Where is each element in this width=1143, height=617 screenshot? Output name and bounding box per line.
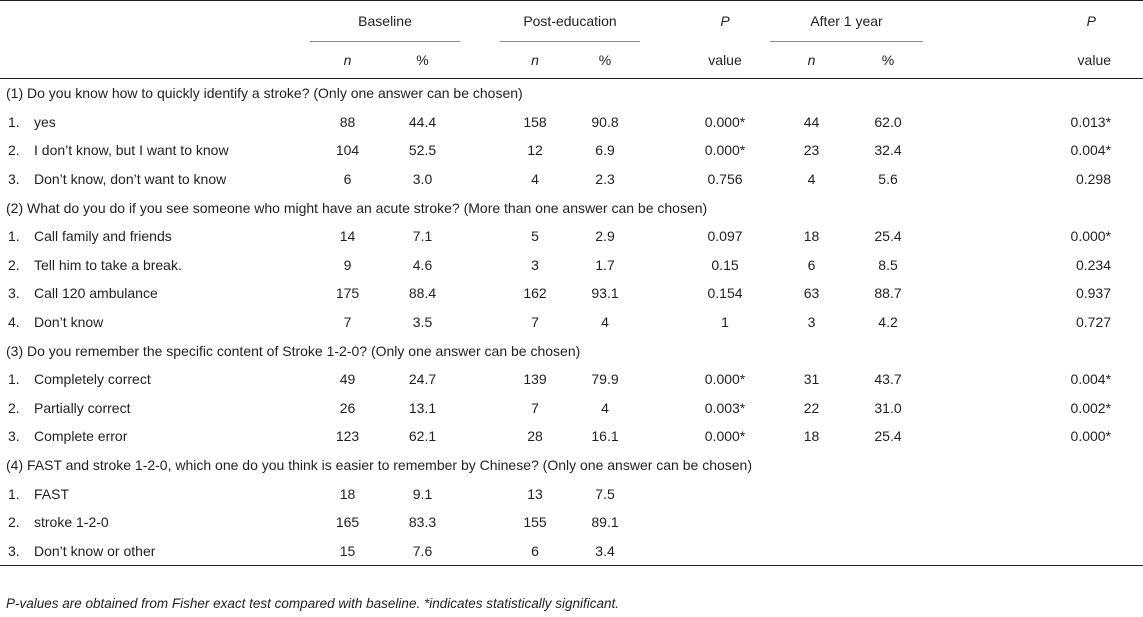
spacer <box>923 422 963 451</box>
after-n-cell: 3 <box>807 314 816 331</box>
post-pct-cell: 3.4 <box>595 542 615 559</box>
spacer <box>640 365 680 394</box>
p-value-2-cell: 0.004* <box>1070 142 1112 159</box>
p-value-1-cell: 1 <box>721 314 729 331</box>
after-pct-cell <box>853 479 923 508</box>
post-n-cell: 6 <box>531 542 539 559</box>
answer-number: 4. <box>8 314 20 331</box>
answer-row <box>0 222 1143 251</box>
answer-label-cell <box>0 136 310 165</box>
spacer <box>640 279 680 308</box>
after-pct-cell: 43.7 <box>874 371 902 388</box>
baseline-n-header: n <box>343 52 352 68</box>
p-value-2-cell <box>963 537 1143 566</box>
baseline-pct-cell: 3.0 <box>412 171 433 188</box>
answer-label-cell <box>0 165 310 194</box>
answer-label-cell <box>0 279 310 308</box>
spacer <box>923 165 963 194</box>
spacer <box>640 394 680 423</box>
spacer <box>923 222 963 251</box>
after-1-year-label: After 1 year <box>810 13 883 29</box>
p-value-1-cell: 0.000* <box>704 142 746 159</box>
after-1-year-underline <box>770 41 923 42</box>
post-pct-cell: 2.9 <box>595 228 615 245</box>
baseline-pct-cell: 3.5 <box>412 314 433 331</box>
answer-label-cell <box>0 108 310 137</box>
p-value-header-2: P <box>1086 13 1097 29</box>
after-n-cell: 31 <box>803 371 820 388</box>
post-n-cell: 4 <box>531 171 539 188</box>
baseline-n-cell: 18 <box>339 485 356 502</box>
spacer <box>640 537 680 566</box>
post-n-cell: 139 <box>523 371 547 388</box>
spacer <box>460 279 500 308</box>
after-pct-cell: 8.5 <box>878 256 898 273</box>
post-education-label: Post-education <box>523 13 617 29</box>
answer-label-cell <box>0 508 310 537</box>
answer-row <box>0 479 1143 508</box>
after-n-cell: 18 <box>803 228 820 245</box>
spacer <box>923 365 963 394</box>
spacer <box>923 479 963 508</box>
baseline-pct-cell: 24.7 <box>408 371 437 388</box>
spacer <box>640 108 680 137</box>
answer-number: 2. <box>8 399 20 416</box>
spacer <box>460 365 500 394</box>
after-n-cell: 6 <box>807 256 816 273</box>
answer-row <box>0 508 1143 537</box>
after-pct-cell: 25.4 <box>874 428 902 445</box>
post-n-cell: 3 <box>531 256 539 273</box>
p-value-1-cell: 0.000* <box>704 371 746 388</box>
p-value-1-cell: 0.003* <box>704 399 746 416</box>
after-n-cell: 22 <box>803 399 820 416</box>
p-value-2-cell: 0.000* <box>1070 228 1112 245</box>
answer-label-cell <box>0 422 310 451</box>
baseline-pct-cell: 62.1 <box>408 428 437 445</box>
after-n-cell: 18 <box>803 428 820 445</box>
p-value-subheader-1: value <box>708 52 742 68</box>
spacer <box>923 508 963 537</box>
post-n-cell: 162 <box>523 285 547 302</box>
baseline-pct-cell: 13.1 <box>408 399 437 416</box>
spacer <box>640 479 680 508</box>
p-value-2-cell: 0.000* <box>1070 428 1112 445</box>
spacer <box>460 508 500 537</box>
spacer <box>460 251 500 280</box>
post-pct-cell: 16.1 <box>591 428 619 445</box>
answer-label: Call 120 ambulance <box>34 285 158 302</box>
answer-label-cell <box>0 537 310 566</box>
answer-number: 1. <box>8 113 20 130</box>
answer-row <box>0 394 1143 423</box>
answer-label-cell <box>0 251 310 280</box>
answer-label: Don’t know or other <box>34 542 156 559</box>
baseline-pct-cell: 4.6 <box>412 256 433 273</box>
answer-row <box>0 365 1143 394</box>
after-pct-cell: 88.7 <box>874 285 902 302</box>
p-value-1-cell: 0.154 <box>707 285 743 302</box>
after-pct-cell <box>853 508 923 537</box>
question-title: (4) FAST and stroke 1-2-0, which one do you think is easier to remember by Chinese? (Only one answer can be chosen) <box>6 457 753 474</box>
spacer <box>460 165 500 194</box>
baseline-label: Baseline <box>358 13 412 29</box>
answer-label: Call family and friends <box>34 228 172 245</box>
answer-label-cell <box>0 394 310 423</box>
spacer <box>923 279 963 308</box>
baseline-n-cell: 14 <box>339 228 356 245</box>
after-n-cell: 63 <box>803 285 820 302</box>
baseline-underline <box>310 41 460 42</box>
after-pct-cell: 62.0 <box>874 113 902 130</box>
answer-number: 3. <box>8 542 20 559</box>
post-pct-cell: 1.7 <box>595 256 615 273</box>
answer-number: 3. <box>8 428 20 445</box>
answer-label-cell <box>0 222 310 251</box>
spacer <box>460 394 500 423</box>
p-value-1-cell: 0.15 <box>711 256 739 273</box>
header-row-2 <box>0 42 1143 79</box>
after-n-cell <box>770 537 853 566</box>
spacer <box>460 108 500 137</box>
post-n-header: n <box>531 52 539 68</box>
answer-number: 1. <box>8 485 20 502</box>
after-n-cell <box>770 479 853 508</box>
question-row <box>0 336 1143 365</box>
answer-number: 1. <box>8 228 20 245</box>
spacer <box>923 308 963 337</box>
spacer <box>923 108 963 137</box>
p-value-1-cell <box>680 479 770 508</box>
after-n-cell <box>770 508 853 537</box>
answer-row <box>0 537 1143 566</box>
post-n-cell: 155 <box>523 514 547 531</box>
post-n-cell: 158 <box>523 113 547 130</box>
answer-label: Complete error <box>34 428 128 445</box>
spacer <box>640 308 680 337</box>
post-n-cell: 7 <box>531 314 539 331</box>
baseline-pct-cell: 44.4 <box>408 113 437 130</box>
baseline-pct-cell: 7.1 <box>412 228 433 245</box>
after-pct-cell: 31.0 <box>874 399 902 416</box>
post-pct-cell: 79.9 <box>591 371 619 388</box>
p-value-subheader-2: value <box>1077 52 1112 68</box>
post-education-underline <box>500 41 640 42</box>
after-n-cell: 4 <box>807 171 816 188</box>
question-row <box>0 79 1143 108</box>
spacer <box>460 308 500 337</box>
spacer <box>640 136 680 165</box>
baseline-header <box>310 0 460 42</box>
answer-label: Completely correct <box>34 371 151 388</box>
post-pct-cell: 7.5 <box>595 485 615 502</box>
after-n-header: n <box>807 52 816 68</box>
answer-number: 2. <box>8 256 20 273</box>
answer-label: Partially correct <box>34 399 131 416</box>
answer-label: stroke 1-2-0 <box>34 514 109 531</box>
baseline-n-cell: 165 <box>335 514 360 531</box>
spacer <box>640 165 680 194</box>
baseline-n-cell: 88 <box>339 113 356 130</box>
baseline-pct-header: % <box>416 52 429 68</box>
post-pct-header: % <box>598 52 612 68</box>
answer-row <box>0 422 1143 451</box>
post-n-cell: 7 <box>531 399 539 416</box>
answer-label: yes <box>34 113 56 130</box>
post-n-cell: 28 <box>527 428 543 445</box>
after-1-year-header <box>770 0 923 42</box>
answer-number: 3. <box>8 171 20 188</box>
spacer <box>460 222 500 251</box>
answer-label-cell <box>0 479 310 508</box>
answer-label: Don’t know <box>34 314 104 331</box>
p-value-2-cell: 0.298 <box>1075 171 1112 188</box>
spacer <box>460 537 500 566</box>
baseline-pct-cell: 88.4 <box>408 285 437 302</box>
answer-label-cell <box>0 308 310 337</box>
after-n-cell: 44 <box>803 113 820 130</box>
post-pct-cell: 93.1 <box>591 285 619 302</box>
p-value-1-cell: 0.756 <box>707 171 743 188</box>
question-title: (1) Do you know how to quickly identify a stroke? (Only one answer can be chosen) <box>6 85 523 102</box>
p-value-2-cell: 0.937 <box>1075 285 1112 302</box>
p-value-1-cell: 0.097 <box>707 228 743 245</box>
p-value-header-1: P <box>720 13 730 29</box>
post-n-cell: 5 <box>531 228 539 245</box>
spacer <box>923 394 963 423</box>
after-pct-cell <box>853 537 923 566</box>
spacer <box>640 422 680 451</box>
baseline-n-cell: 123 <box>335 428 360 445</box>
baseline-pct-cell: 9.1 <box>412 485 433 502</box>
p-value-2-cell: 0.002* <box>1070 399 1112 416</box>
post-education-header <box>500 0 640 42</box>
p-value-2-cell: 0.727 <box>1075 314 1112 331</box>
after-pct-cell: 25.4 <box>874 228 902 245</box>
p-value-2-cell: 0.004* <box>1070 371 1112 388</box>
answer-row <box>0 136 1143 165</box>
spacer <box>923 251 963 280</box>
p-value-2-cell <box>963 479 1143 508</box>
p-value-1-cell: 0.000* <box>704 428 746 445</box>
baseline-n-cell: 7 <box>343 314 352 331</box>
spacer <box>460 422 500 451</box>
post-pct-cell: 4 <box>601 399 609 416</box>
baseline-pct-cell: 83.3 <box>408 514 437 531</box>
question-title: (3) Do you remember the specific content of Stroke 1-2-0? (Only one answer can be chosen) <box>6 342 581 359</box>
baseline-n-cell: 175 <box>335 285 360 302</box>
question-title: (2) What do you do if you see someone who might have an acute stroke? (More than one answer can be chosen) <box>6 199 708 216</box>
post-n-cell: 13 <box>527 485 543 502</box>
after-n-cell: 23 <box>803 142 820 159</box>
post-pct-cell: 89.1 <box>591 514 619 531</box>
header-row-1 <box>0 0 1143 42</box>
answer-number: 1. <box>8 371 20 388</box>
after-pct-cell: 32.4 <box>874 142 902 159</box>
p-value-1-cell: 0.000* <box>704 113 746 130</box>
question-row <box>0 193 1143 222</box>
answer-row <box>0 279 1143 308</box>
after-pct-cell: 5.6 <box>878 171 898 188</box>
baseline-n-cell: 104 <box>335 142 360 159</box>
answer-row <box>0 308 1143 337</box>
answer-label: Tell him to take a break. <box>34 256 182 273</box>
post-pct-cell: 4 <box>601 314 609 331</box>
spacer <box>640 251 680 280</box>
baseline-n-cell: 15 <box>339 542 356 559</box>
post-pct-cell: 90.8 <box>591 113 619 130</box>
post-n-cell: 12 <box>527 142 543 159</box>
post-pct-cell: 2.3 <box>595 171 615 188</box>
answer-number: 3. <box>8 285 20 302</box>
answer-number: 2. <box>8 514 20 531</box>
p-value-1-cell <box>680 537 770 566</box>
answer-label-cell <box>0 365 310 394</box>
p-value-2-cell: 0.234 <box>1075 256 1112 273</box>
question-row <box>0 451 1143 480</box>
after-pct-header: % <box>881 52 895 68</box>
spacer <box>923 136 963 165</box>
spacer <box>640 222 680 251</box>
footnote: P-values are obtained from Fisher exact test compared with baseline. *indicates statistically significant. <box>6 596 620 611</box>
baseline-n-cell: 26 <box>339 399 356 416</box>
answer-label: FAST <box>34 485 70 502</box>
after-pct-cell: 4.2 <box>878 314 898 331</box>
answer-row <box>0 165 1143 194</box>
p-value-2-cell <box>963 508 1143 537</box>
spacer <box>640 508 680 537</box>
spacer <box>460 479 500 508</box>
answer-label: Don’t know, don’t want to know <box>34 171 227 188</box>
post-pct-cell: 6.9 <box>595 142 615 159</box>
spacer <box>923 537 963 566</box>
answer-number: 2. <box>8 142 20 159</box>
baseline-n-cell: 49 <box>339 371 356 388</box>
baseline-n-cell: 6 <box>343 171 352 188</box>
answer-row <box>0 108 1143 137</box>
baseline-pct-cell: 7.6 <box>412 542 433 559</box>
p-value-2-cell: 0.013* <box>1070 113 1112 130</box>
answer-row <box>0 251 1143 280</box>
baseline-pct-cell: 52.5 <box>408 142 437 159</box>
answer-label: I don’t know, but I want to know <box>34 142 229 159</box>
p-value-1-cell <box>680 508 770 537</box>
baseline-n-cell: 9 <box>343 256 352 273</box>
spacer <box>460 136 500 165</box>
